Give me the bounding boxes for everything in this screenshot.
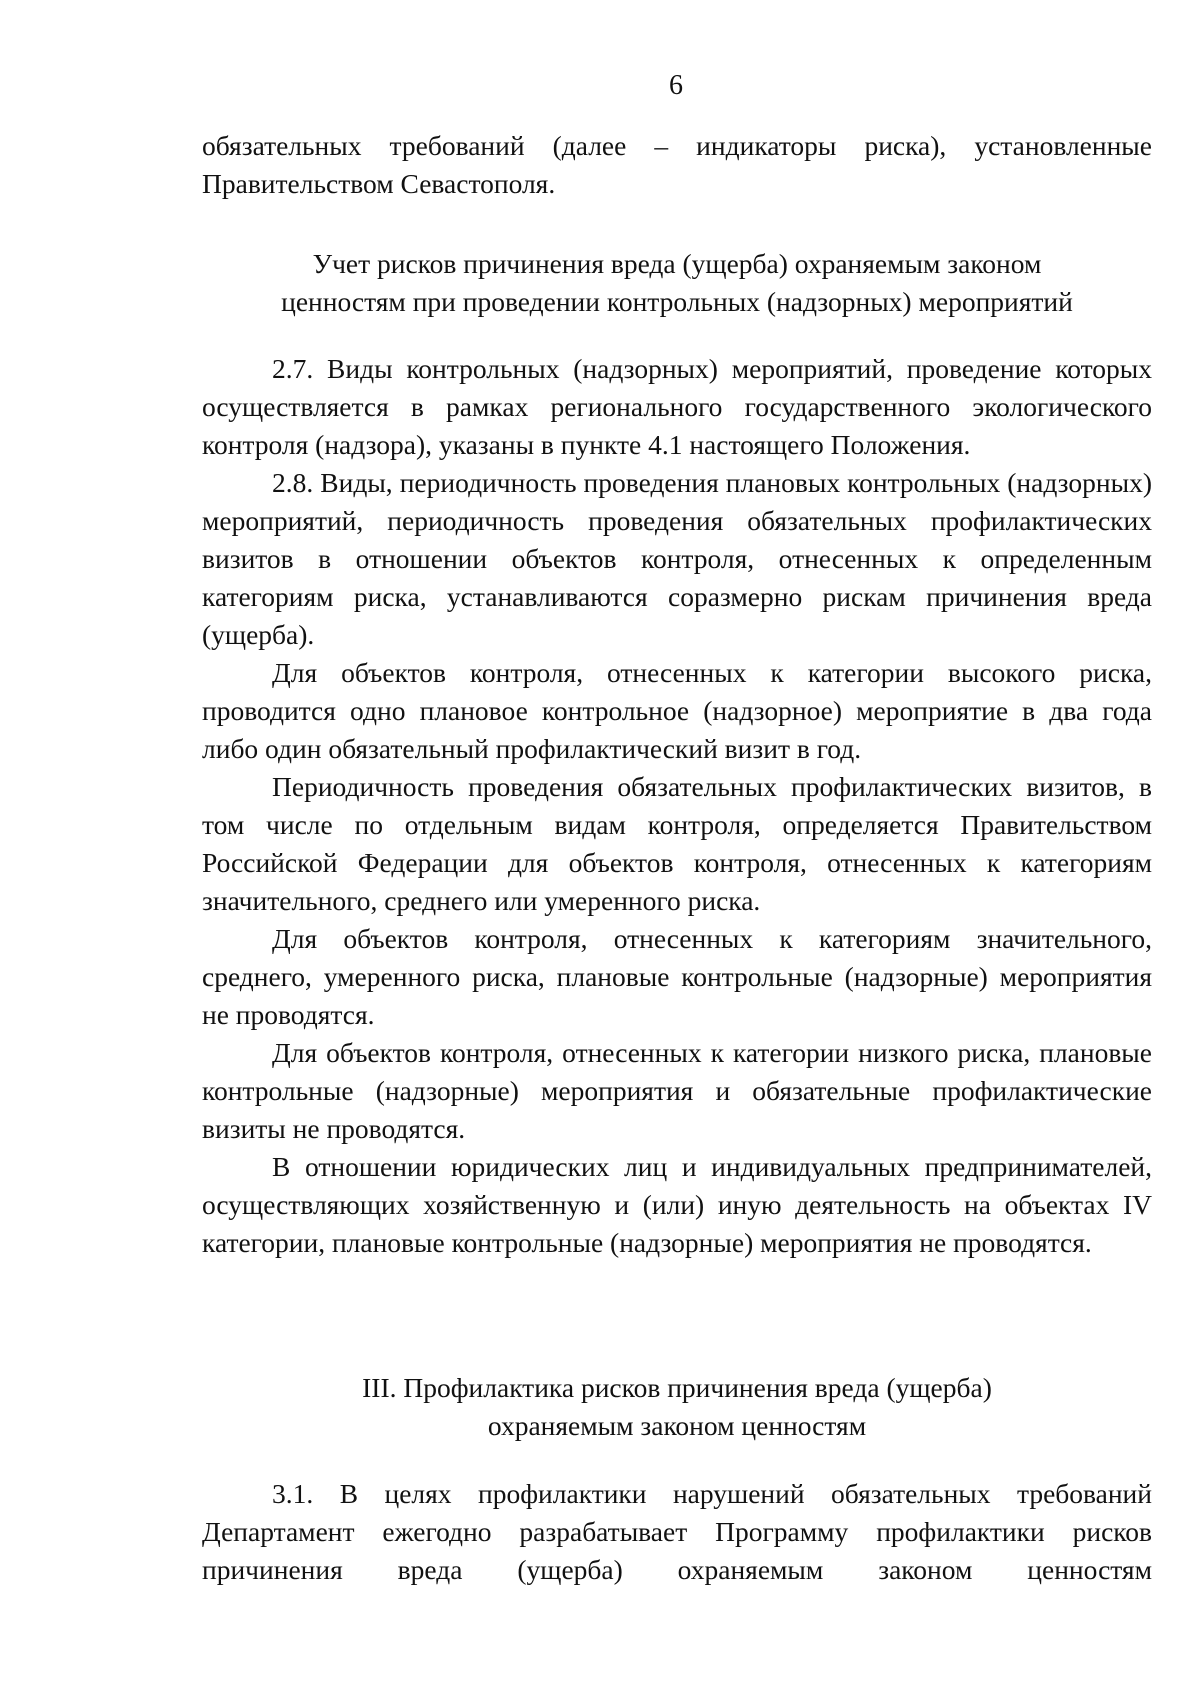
paragraph-high-risk: Для объектов контроля, отнесенных к категории высокого риска, проводится одно плановое контрольное (надзорное) мероприятие в два года либо один обязательный профилактический визит в год. (202, 657, 1152, 764)
page-number: 6 (669, 70, 683, 101)
paragraph-significant-risk: Для объектов контроля, отнесенных к категориям значительного, среднего, умеренного риска, плановые контрольные (надзорные) мероприятия не проводятся. (202, 923, 1152, 1030)
intro-line-2: Правительством Севастополя. (202, 168, 556, 199)
paragraph-low-risk: Для объектов контроля, отнесенных к категории низкого риска, плановые контрольные (надзорные) мероприятия и обязательные профилактические визиты не проводятся. (202, 1037, 1152, 1144)
intro-text (202, 127, 1152, 203)
paragraph-3-1: 3.1. В целях профилактики нарушений обязательных требований Департамент ежегодно разрабатывает Программу профилактики рисков причинения вреда (ущерба) охраняемым законом ценностям (202, 1478, 1152, 1585)
paragraph-2-7: 2.7. Виды контрольных (надзорных) мероприятий, проведение которых осуществляется в рамках регионального государственного экологического контроля (надзора), указаны в пункте 4.1 настоящего Положения. (202, 353, 1152, 460)
section-heading-1-line-1: Учет рисков причинения вреда (ущерба) охраняемым законом (312, 248, 1042, 279)
section-heading-1-line-2: ценностям при проведении контрольных (надзорных) мероприятий (281, 286, 1073, 317)
section-heading-risk-accounting (202, 245, 1152, 321)
section-heading-prevention (202, 1369, 1152, 1445)
section-heading-2-line-1: III. Профилактика рисков причинения вреда (ущерба) (362, 1372, 992, 1403)
intro-line-1: обязательных требований (далее – индикаторы риска), установленные (202, 130, 1152, 161)
paragraph-2-8: 2.8. Виды, периодичность проведения плановых контрольных (надзорных) мероприятий, периодичность проведения обязательных профилактических визитов в отношении объектов контроля, отнесенных к определенным категориям риска, устанавливаются соразмерно рискам причинения вреда (ущерба). (202, 467, 1152, 650)
final-text (202, 1475, 1152, 1589)
paragraph-category-iv: В отношении юридических лиц и индивидуальных предпринимателей, осуществляющих хозяйственную и (или) иную деятельность на объектах IV категории, плановые контрольные (надзорные) мероприятия не проводятся. (202, 1151, 1152, 1258)
paragraph-periodicity: Периодичность проведения обязательных профилактических визитов, в том числе по отдельным видам контроля, определяется Правительством Российской Федерации для объектов контроля, отнесенных к категориям значительного, среднего или умеренного риска. (202, 771, 1152, 916)
body-text (202, 350, 1152, 1262)
section-heading-2-line-2: охраняемым законом ценностям (487, 1410, 867, 1441)
